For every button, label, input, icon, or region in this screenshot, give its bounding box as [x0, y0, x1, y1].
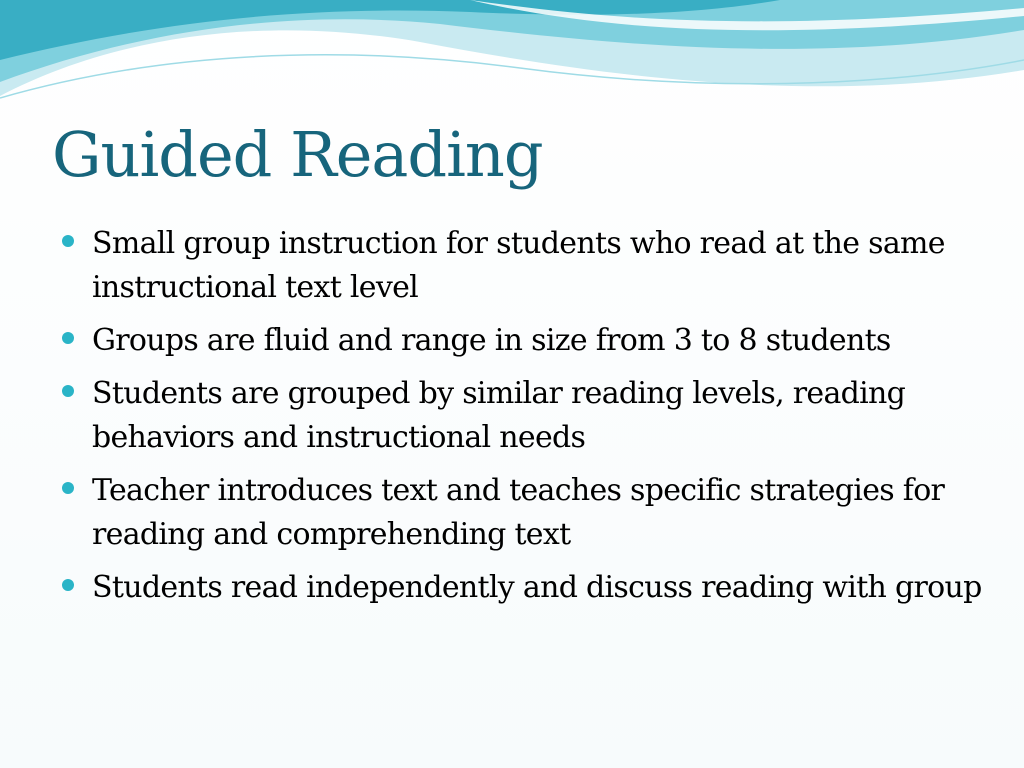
bullet-text: Small group instruction for students who read at the same instructional text level [92, 226, 945, 305]
bullet-text: Students read independently and discuss reading with group [92, 570, 982, 605]
bullet-dot-icon [62, 482, 74, 494]
bullet-dot-icon [62, 579, 74, 591]
bullet-text: Groups are fluid and range in size from 3 to 8 students [92, 323, 891, 358]
bullet-item [62, 222, 982, 310]
bullet-item [62, 566, 982, 610]
bullet-item [62, 319, 982, 363]
decorative-wave-banner [0, 0, 1024, 120]
slide-title: Guided Reading [52, 118, 543, 191]
bullet-dot-icon [62, 332, 74, 344]
bullet-dot-icon [62, 385, 74, 397]
bullet-dot-icon [62, 235, 74, 247]
bullet-item [62, 469, 982, 557]
bullet-item [62, 372, 982, 460]
bullet-text: Teacher introduces text and teaches specific strategies for reading and comprehending text [92, 473, 945, 552]
bullet-text: Students are grouped by similar reading levels, reading behaviors and instructional needs [92, 376, 906, 455]
bullet-list [62, 222, 982, 619]
